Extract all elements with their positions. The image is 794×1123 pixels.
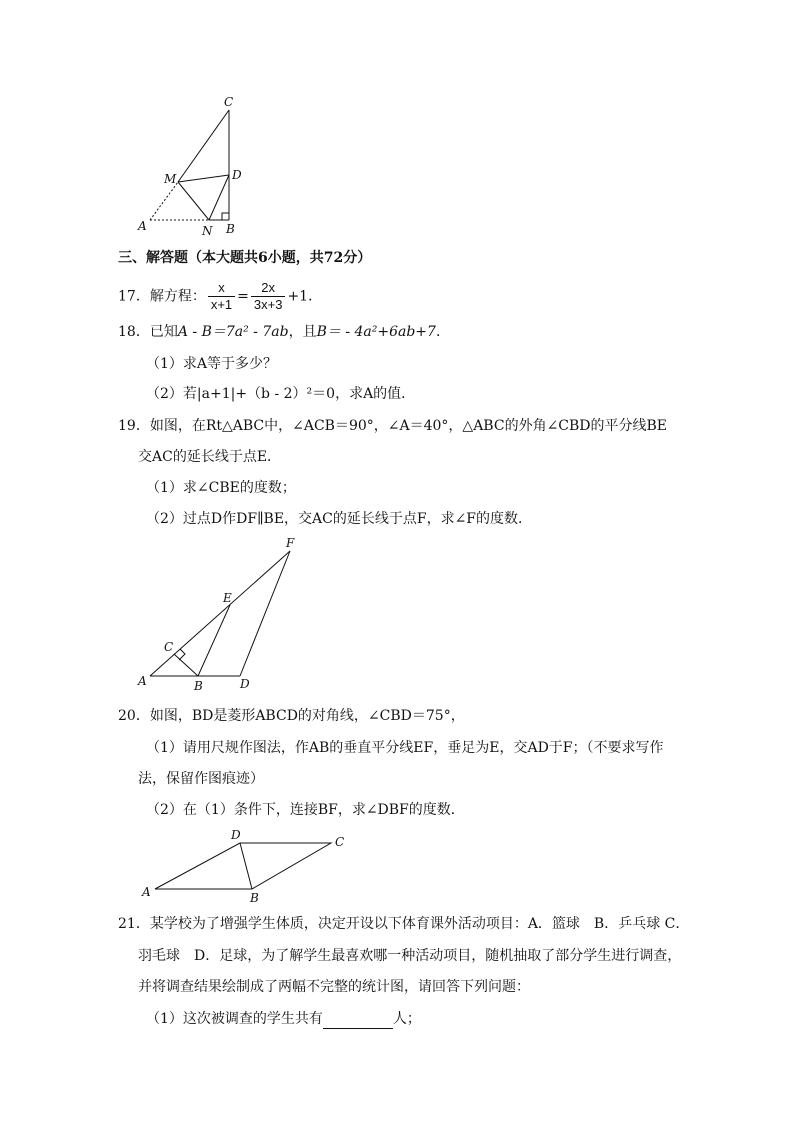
segment-bc	[174, 654, 198, 676]
q21-part-1	[146, 1009, 421, 1029]
q19-line-1: 19．如图，在Rt△ABC中，∠ACB＝90°，∠A＝40°，△ABC的外角∠CBD的平分线BE	[118, 418, 668, 434]
segment-be	[198, 605, 230, 676]
q17-frac2-numerator: 2x	[251, 280, 286, 297]
question-17	[118, 280, 322, 313]
q21-line-2: 羽毛球 D．足球，为了解学生最喜欢哪一种活动项目，随机抽取了部分学生进行调查，	[138, 948, 682, 964]
q21-line-3: 并将调查结果绘制成了两幅不完整的统计图，请回答下列问题：	[138, 979, 530, 995]
segment-am-dotted	[150, 182, 178, 220]
question-18	[118, 322, 450, 342]
q18-part-2: （2）若|a+1|+（b - 2）²＝0，求A的值．	[146, 386, 416, 402]
q18-prefix: 18．已知	[118, 324, 178, 340]
label-b: B	[250, 891, 259, 905]
label-b: B	[194, 679, 203, 693]
q17-fraction-2	[251, 280, 286, 313]
q20-part-1a: （1）请用尺规作图法，作AB的垂直平分线EF，垂足为E，交AD于F；（不要求写作	[146, 740, 664, 756]
answer-blank[interactable]	[323, 1014, 393, 1029]
q17-prefix: 17．解方程：	[118, 288, 206, 305]
label-c: C	[224, 95, 234, 109]
diagonal-bd	[240, 843, 252, 889]
segment-af	[150, 551, 290, 676]
q21-part1-prefix: （1）这次被调查的学生共有	[146, 1011, 323, 1027]
q18-part-1: （1）求A等于多少？	[146, 356, 278, 372]
figure-fold-triangle	[130, 92, 260, 242]
segment-md	[178, 175, 229, 182]
q21-line-1: 21．某学校为了增强学生体质，决定开设以下体育课外活动项目：A．篮球 B．乒乓球 C．	[118, 916, 690, 932]
section-heading: 三、解答题（本大题共6小题，共72分）	[118, 250, 372, 266]
q17-fraction-1	[208, 280, 235, 313]
label-e: E	[223, 591, 232, 605]
q18-expr-1: A - B＝7a² - 7ab	[177, 324, 289, 340]
q18-expr-2: B＝ - 4a²+6ab+7	[316, 324, 436, 340]
q18-mid: ，且	[288, 324, 317, 340]
q19-part-2: （2）过点D作DF∥BE，交AC的延长线于点F，求∠F的度数．	[146, 511, 533, 527]
label-c: C	[335, 835, 345, 849]
q19-line-2: 交AC的延长线于点E．	[138, 449, 282, 465]
segment-mn	[178, 182, 209, 220]
figure-triangle-abc	[130, 535, 310, 695]
right-angle-mark	[179, 649, 185, 660]
q18-end: ．	[435, 324, 450, 340]
segment-df	[240, 551, 290, 676]
q17-equals: =	[237, 288, 249, 305]
label-a: A	[138, 674, 147, 688]
q17-frac1-numerator: x	[208, 280, 235, 297]
label-d: D	[232, 168, 242, 182]
q17-suffix: +1．	[287, 288, 323, 305]
label-m: M	[164, 172, 177, 186]
q17-frac2-denominator: 3x+3	[253, 297, 283, 312]
q21-part1-suffix: 人；	[392, 1011, 421, 1027]
rhombus-outline	[155, 843, 331, 889]
label-d: D	[240, 677, 250, 691]
figure-rhombus-abcd	[135, 825, 355, 905]
segment-cm	[178, 110, 229, 182]
q19-part-1: （1）求∠CBE的度数；	[146, 480, 296, 496]
label-a: A	[138, 219, 147, 233]
label-b: B	[226, 222, 235, 236]
label-a: A	[142, 885, 151, 899]
q20-part-1b: 法，保留作图痕迹）	[138, 771, 264, 787]
q17-frac1-denominator: x+1	[210, 297, 233, 312]
label-d: D	[231, 828, 241, 842]
q20-line-1: 20．如图，BD是菱形ABCD的对角线，∠CBD＝75°，	[118, 708, 465, 724]
right-angle-mark	[222, 213, 229, 220]
label-f: F	[286, 536, 295, 550]
q20-part-2: （2）在（1）条件下，连接BF，求∠DBF的度数．	[146, 802, 465, 818]
label-c: C	[164, 640, 174, 654]
label-n: N	[202, 224, 213, 238]
